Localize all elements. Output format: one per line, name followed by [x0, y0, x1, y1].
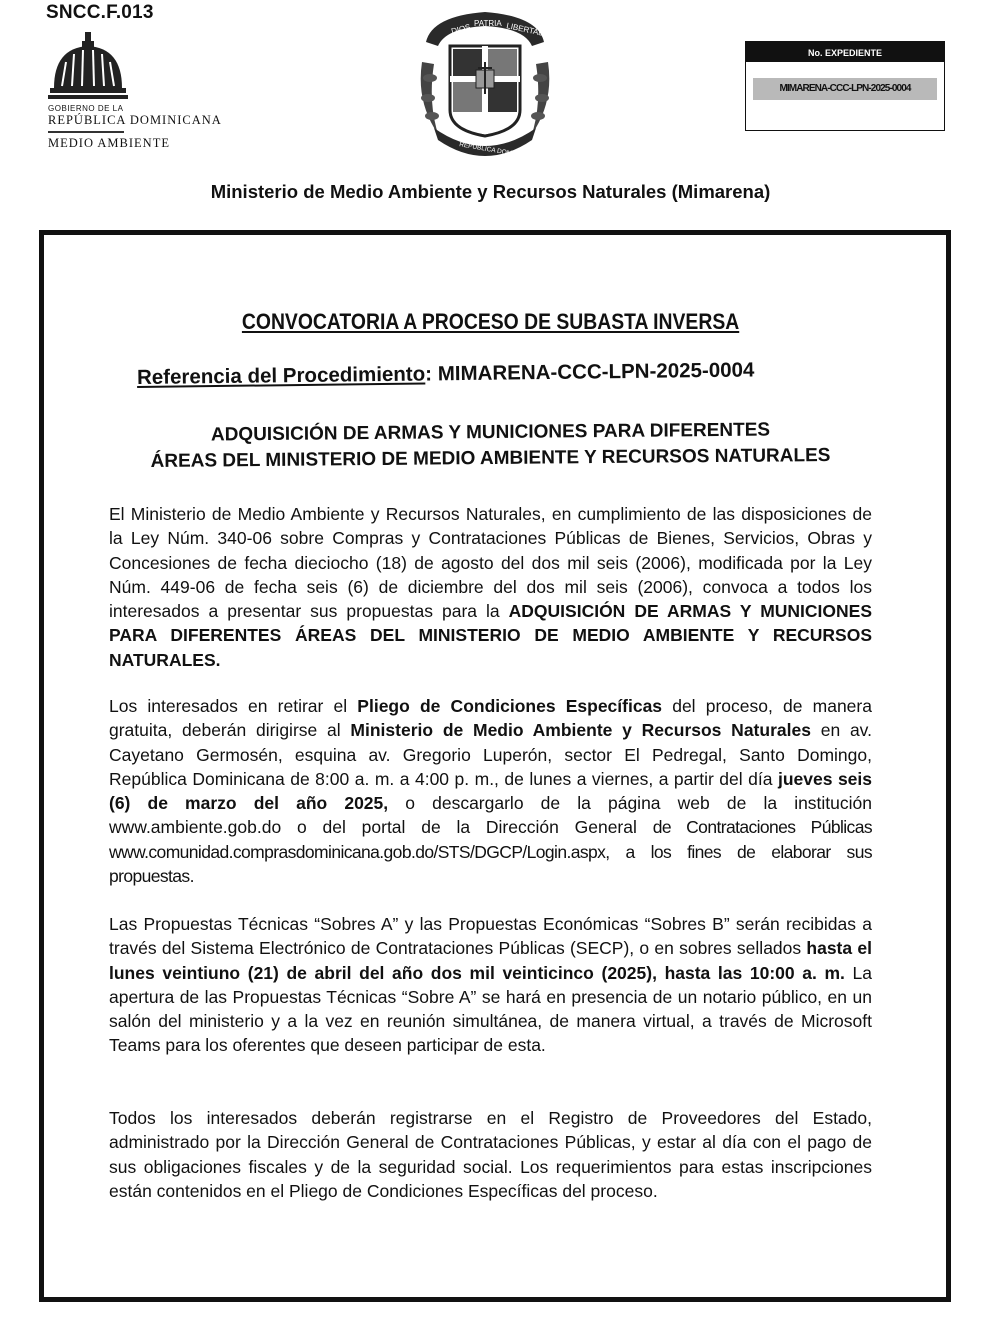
p2-bold-ministry: Ministerio de Medio Ambiente y Recursos Naturales	[350, 720, 811, 741]
p3-bold-deadline: hasta el lunes veintiuno (21) de abril del año dos mil veinticinco (2025), hasta las 10:00 a. m.	[109, 938, 872, 983]
capitol-dome-icon	[48, 30, 128, 102]
coat-motto-1: DIOS	[450, 22, 472, 36]
reference-value: MIMARENA-CCC-LPN-2025-0004	[437, 358, 755, 386]
notice-title	[0, 309, 981, 335]
coat-motto-3: LIBERTAD	[505, 21, 546, 38]
p2-bold-pliego: Pliego de Condiciones Específicas	[357, 696, 663, 716]
p2-text-5: de Contrataciones Públicas www.comunidad.comprasdominicana.gob.do/STS/DGCP/Login.aspx, a los fines de elaborar sus propuestas.	[109, 817, 872, 887]
form-code: SNCC.F.013	[46, 2, 154, 23]
object-line-2: ÁREAS DEL MINISTERIO DE MEDIO AMBIENTE Y RECURSOS NATURALES	[150, 445, 831, 472]
p2-text-2: del proceso, de manera gratuita, deberán dirigirse al	[109, 696, 872, 741]
gov-logo-divider	[48, 131, 124, 133]
paragraph-registration: Todos los interesados deberán registrarse en el Registro de Proveedores del Estado, administrado por la Dirección General de Contrataciones Públicas, y estar al día con el pago de sus obligaciones fiscales y de la seguridad social. Los requerimientos para estas inscripciones están contenidos en el Pliego de Condiciones Específicas del proceso.	[109, 1108, 872, 1201]
expediente-number: MIMARENA-CCC-LPN-2025-0004	[753, 78, 937, 100]
p3-text-2: La apertura de las Propuestas Técnicas “Sobre A” se hará en presencia de un notario público, en un salón del ministerio y a la vez en reunión simultánea, de manera virtual, a través de Microsoft Teams para los oferentes que deseen participar de esta.	[109, 962, 873, 1056]
p3-text-1: Las Propuestas Técnicas “Sobres A” y las Propuestas Económicas “Sobres B” serán recibidas a través del Sistema Electrónico de Contrataciones Públicas (SECP), o en sobres sellados	[109, 914, 872, 959]
coat-of-arms-emblem	[412, 2, 558, 160]
object-line-1: ADQUISICIÓN DE ARMAS Y MUNICIONES PARA DIFERENTES	[210, 419, 771, 446]
coat-motto-2: PATRIA	[474, 19, 502, 28]
p2-text-4: o descargarlo de la página web de la institución www.ambiente.gob.do o del portal de la Dirección General	[109, 793, 873, 838]
expediente-box	[745, 41, 945, 131]
reference-colon: :	[425, 362, 433, 386]
paragraph-convocation	[109, 502, 872, 672]
p2-text-3: en av. Cayetano Germosén, esquina av. Gregorio Luperón, sector El Pedregal, Santo Domingo, República Dominicana de 8:00 a. m. a 4:00 p. m., de lunes a viernes, a partir del día	[109, 720, 872, 789]
expediente-label: No. EXPEDIENTE	[746, 42, 944, 62]
government-logo	[46, 30, 246, 155]
reference-label: Referencia del Procedimiento	[136, 362, 426, 389]
gov-logo-line1: GOBIERNO DE LA	[48, 104, 124, 113]
p2-text-1: Los interesados en retirar el	[109, 696, 358, 716]
ministry-name: Ministerio de Medio Ambiente y Recursos Naturales (Mimarena)	[210, 181, 771, 202]
notice-title-text: CONVOCATORIA A PROCESO DE SUBASTA INVERSA	[241, 309, 740, 334]
p1-text: El Ministerio de Medio Ambiente y Recursos Naturales, en cumplimiento de las disposiciones de la Ley Núm. 340-06 sobre Compras y Contrataciones Públicas de Bienes, Servicios, Obras y Concesiones de fecha dieciocho (18) de agosto del dos mil seis (2006), modificada por la Ley Núm. 449-06 de fecha seis (6) de diciembre del dos mil seis (2006), convoca a todos los interesados a presentar sus propuestas para la	[109, 504, 872, 622]
p2-bold-date: jueves seis (6) de marzo del año 2025,	[109, 768, 873, 814]
paragraph-proposals	[109, 912, 872, 1058]
gov-logo-line3: MEDIO AMBIENTE	[48, 136, 170, 150]
gov-logo-line2: REPÚBLICA DOMINICANA	[48, 113, 222, 127]
coat-ribbon: REPÚBLICA DOMINICANA	[458, 141, 539, 160]
paragraph-pliego	[109, 694, 872, 888]
p1-bold-object: ADQUISICIÓN DE ARMAS Y MUNICIONES PARA DIFERENTES ÁREAS DEL MINISTERIO DE MEDIO AMBIENTE Y RECURSOS NATURALES.	[109, 601, 873, 670]
